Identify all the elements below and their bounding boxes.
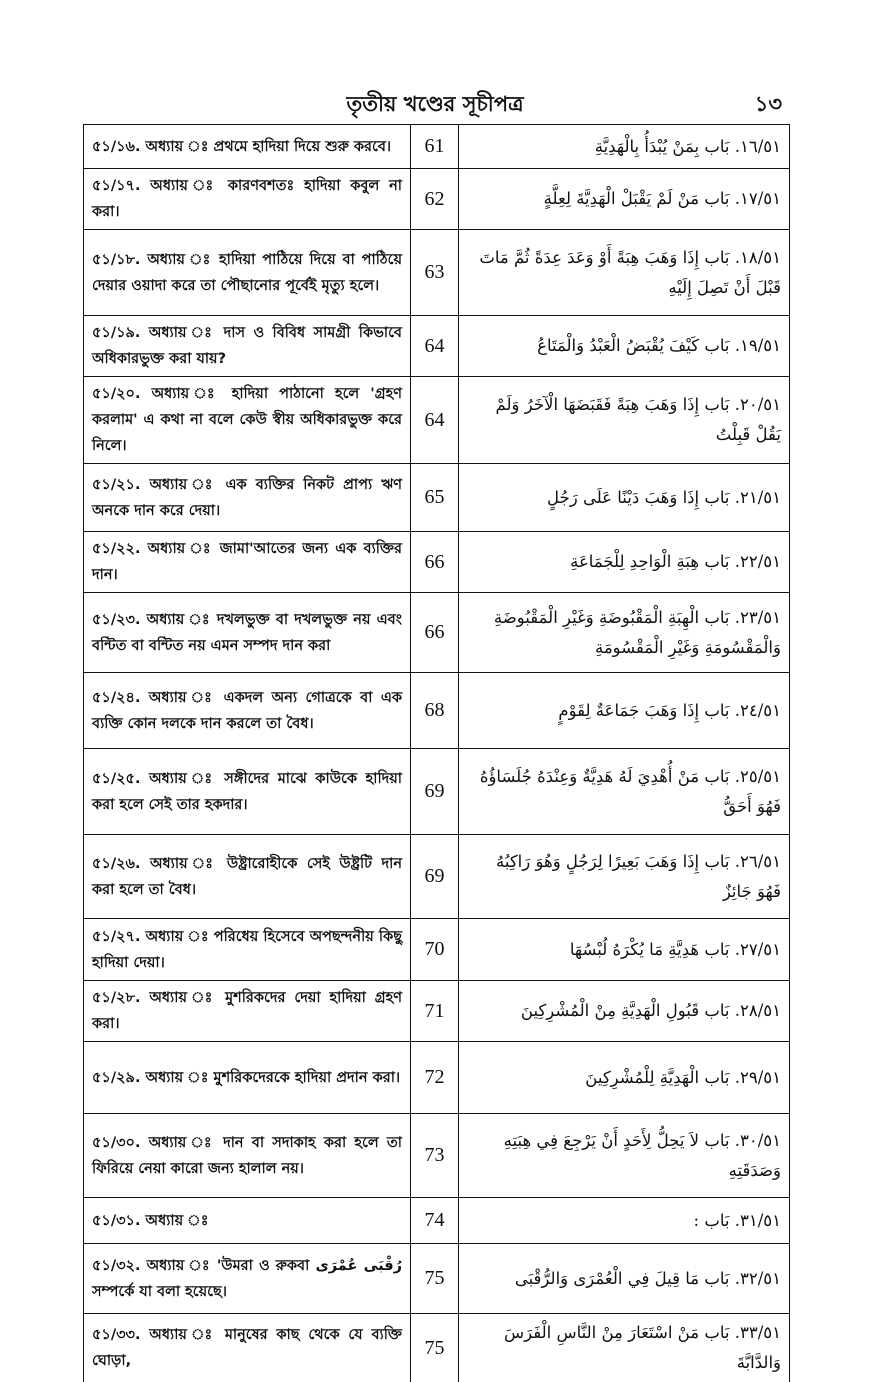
page-ref: 72 bbox=[411, 1042, 459, 1114]
chapter-title-arabic: ٢٠/٥١. بَاب إِذَا وَهَبَ هِبَةً فَقَبَضَهَا الْآخَرُ وَلَمْ يَقُلْ قَبِلْتُ bbox=[459, 377, 790, 464]
chapter-title-arabic: ٢٩/٥١. بَاب الْهَدِيَّةِ لِلْمُشْرِكِينَ bbox=[459, 1042, 790, 1114]
page-ref: 71 bbox=[411, 981, 459, 1042]
page-ref: 70 bbox=[411, 919, 459, 981]
chapter-title-arabic: ٢٨/٥١. بَاب قَبُولِ الْهَدِيَّةِ مِنْ الْمُشْرِكِينَ bbox=[459, 981, 790, 1042]
toc-row bbox=[84, 835, 790, 919]
page-ref: 66 bbox=[411, 532, 459, 593]
toc-row bbox=[84, 1114, 790, 1198]
page-header bbox=[0, 88, 870, 122]
page-ref: 65 bbox=[411, 464, 459, 532]
chapter-title-bengali: ৫১/২৩. অধ্যায় ঃ দখলভুক্ত বা দখলভুক্ত নয় এবং বন্টিত বা বন্টিত নয় এমন সম্পদ দান করা bbox=[84, 593, 411, 673]
chapter-title-bengali: ৫১/২২. অধ্যায় ঃ জামা'আতের জন্য এক ব্যক্তির দান। bbox=[84, 532, 411, 593]
page-ref: 74 bbox=[411, 1198, 459, 1244]
chapter-title-arabic: ١٧/٥١. بَاب مَنْ لَمْ يَقْبَلْ الْهَدِيَّةَ لِعِلَّةٍ bbox=[459, 169, 790, 230]
toc-row bbox=[84, 377, 790, 464]
chapter-title-bengali: ৫১/৩০. অধ্যায় ঃ দান বা সদাকাহ করা হলে তা ফিরিয়ে নেয়া কারো জন্য হালাল নয়। bbox=[84, 1114, 411, 1198]
chapter-title-bengali: ৫১/২০. অধ্যায় ঃ হাদিয়া পাঠানো হলে 'গ্রহণ করলাম' এ কথা না বলে কেউ স্বীয় অধিকারভুক্ত করে নিলে। bbox=[84, 377, 411, 464]
chapter-title-arabic: ٢٦/٥١. بَاب إِذَا وَهَبَ بَعِيرًا لِرَجُلٍ وَهُوَ رَاكِبُهُ فَهُوَ جَائِزٌ bbox=[459, 835, 790, 919]
chapter-title-bengali: ৫১/২৯. অধ্যায় ঃ মুশরিকদেরকে হাদিয়া প্রদান করা। bbox=[84, 1042, 411, 1114]
page-ref: 75 bbox=[411, 1314, 459, 1382]
chapter-title-bengali: ৫১/১৯. অধ্যায় ঃ দাস ও বিবিধ সামগ্রী কিভাবে অধিকারভুক্ত করা যায়? bbox=[84, 316, 411, 377]
page-ref: 68 bbox=[411, 673, 459, 749]
chapter-title-bengali: ৫১/২৮. অধ্যায় ঃ মুশরিকদের দেয়া হাদিয়া গ্রহণ করা। bbox=[84, 981, 411, 1042]
chapter-title-arabic: ٢١/٥١. بَاب إِذَا وَهَبَ دَيْنًا عَلَى رَجُلٍ bbox=[459, 464, 790, 532]
chapter-title-bengali: ৫১/১৬. অধ্যায় ঃ প্রথমে হাদিয়া দিয়ে শুরু করবে। bbox=[84, 125, 411, 169]
chapter-title-bengali: ৫১/২৭. অধ্যায় ঃ পরিধেয় হিসেবে অপছন্দনীয় কিছু হাদিয়া দেয়া। bbox=[84, 919, 411, 981]
toc-row bbox=[84, 981, 790, 1042]
chapter-title-bengali: ৫১/২৪. অধ্যায় ঃ একদল অন্য গোত্রকে বা এক ব্যক্তি কোন দলকে দান করলে তা বৈধ। bbox=[84, 673, 411, 749]
page-ref: 61 bbox=[411, 125, 459, 169]
page-ref: 66 bbox=[411, 593, 459, 673]
toc-row bbox=[84, 673, 790, 749]
toc-row bbox=[84, 464, 790, 532]
chapter-title-bengali: ৫১/৩৩. অধ্যায় ঃ মানুষের কাছ থেকে যে ব্যক্তি ঘোড়া, bbox=[84, 1314, 411, 1382]
page-title: তৃতীয় খণ্ডের সূচীপত্র bbox=[0, 88, 870, 123]
page-number: ১৩ bbox=[755, 88, 782, 123]
toc-row bbox=[84, 230, 790, 316]
page-ref: 73 bbox=[411, 1114, 459, 1198]
chapter-title-arabic: ٣٢/٥١. بَاب مَا قِيلَ فِي الْعُمْرَى وَالرُّقْبَى bbox=[459, 1244, 790, 1314]
toc-row bbox=[84, 1198, 790, 1244]
page-ref: 63 bbox=[411, 230, 459, 316]
page-ref: 62 bbox=[411, 169, 459, 230]
chapter-title-bengali: ৫১/২৬. অধ্যায় ঃ উষ্ট্রারোহীকে সেই উষ্ট্রটি দান করা হলে তা বৈধ। bbox=[84, 835, 411, 919]
toc-body bbox=[84, 125, 790, 1382]
chapter-title-bengali: ৫১/২৫. অধ্যায় ঃ সঙ্গীদের মাঝে কাউকে হাদিয়া করা হলে সেই তার হকদার। bbox=[84, 749, 411, 835]
chapter-title-arabic: ٢٣/٥١. بَاب الْهِبَةِ الْمَقْبُوضَةِ وَغَيْرِ الْمَقْبُوضَةِ وَالْمَقْسُومَةِ وَغَيْرِ الْمَقْسُومَةِ bbox=[459, 593, 790, 673]
toc-row bbox=[84, 749, 790, 835]
page-ref: 64 bbox=[411, 316, 459, 377]
toc-table bbox=[83, 124, 790, 1382]
chapter-title-arabic: ٢٧/٥١. بَاب هَدِيَّةِ مَا يُكْرَهُ لُبْسُهَا bbox=[459, 919, 790, 981]
toc-row bbox=[84, 316, 790, 377]
chapter-title-arabic: ١٨/٥١. بَاب إِذَا وَهَبَ هِبَةً أَوْ وَعَدَ عِدَةً ثُمَّ مَاتَ قَبْلَ أَنْ تَصِلَ إِلَيْهِ bbox=[459, 230, 790, 316]
chapter-title-arabic: ٣١/٥١. بَاب : bbox=[459, 1198, 790, 1244]
chapter-title-bengali: ৫১/৩১. অধ্যায় ঃ bbox=[84, 1198, 411, 1244]
page-ref: 64 bbox=[411, 377, 459, 464]
chapter-title-arabic: ٣٣/٥١. بَاب مَنْ اسْتَعَارَ مِنْ النَّاسِ الْفَرَسَ وَالدَّابَّةَ bbox=[459, 1314, 790, 1382]
toc-row bbox=[84, 919, 790, 981]
chapter-title-bengali: ৫১/২১. অধ্যায় ঃ এক ব্যক্তির নিকট প্রাপ্য ঋণ অনকে দান করে দেয়া। bbox=[84, 464, 411, 532]
chapter-title-arabic: ٢٥/٥١. بَاب مَنْ أُهْدِيَ لَهُ هَدِيَّةٌ وَعِنْدَهُ جُلَسَاؤُهُ فَهُوَ أَحَقُّ bbox=[459, 749, 790, 835]
chapter-title-arabic: ١٩/٥١. بَاب كَيْفَ يُقْبَضُ الْعَبْدُ وَالْمَتَاعُ bbox=[459, 316, 790, 377]
toc-row bbox=[84, 1314, 790, 1382]
chapter-title-arabic: ١٦/٥١. بَاب بِمَنْ يُبْدَأُ بِالْهَدِيَّةِ bbox=[459, 125, 790, 169]
chapter-title-bengali: ৫১/১৭. অধ্যায় ঃ কারণবশতঃ হাদিয়া কবুল না করা। bbox=[84, 169, 411, 230]
toc-row bbox=[84, 1042, 790, 1114]
page-ref: 69 bbox=[411, 835, 459, 919]
page-ref: 69 bbox=[411, 749, 459, 835]
toc-row bbox=[84, 125, 790, 169]
toc-row bbox=[84, 532, 790, 593]
toc-row bbox=[84, 1244, 790, 1314]
toc-row bbox=[84, 593, 790, 673]
chapter-title-bengali: ৫১/১৮. অধ্যায় ঃ হাদিয়া পাঠিয়ে দিয়ে বা পাঠিয়ে দেয়ার ওয়াদা করে তা পৌছানোর পূর্বেই মৃত্যু হলে। bbox=[84, 230, 411, 316]
chapter-title-bengali: ৫১/৩২. অধ্যায় ঃ 'উমরা ও রুকবা رُقْبَى عُمْرَى সম্পর্কে যা বলা হয়েছে। bbox=[84, 1244, 411, 1314]
chapter-title-arabic: ٣٠/٥١. بَاب لاَ يَحِلُّ لِأَحَدٍ أَنْ يَرْجِعَ فِي هِبَتِهِ وَصَدَقَتِهِ bbox=[459, 1114, 790, 1198]
chapter-title-arabic: ٢٤/٥١. بَاب إِذَا وَهَبَ جَمَاعَةٌ لِقَوْمٍ bbox=[459, 673, 790, 749]
page-ref: 75 bbox=[411, 1244, 459, 1314]
toc-row bbox=[84, 169, 790, 230]
chapter-title-arabic: ٢٢/٥١. بَاب هِبَةِ الْوَاحِدِ لِلْجَمَاعَةِ bbox=[459, 532, 790, 593]
